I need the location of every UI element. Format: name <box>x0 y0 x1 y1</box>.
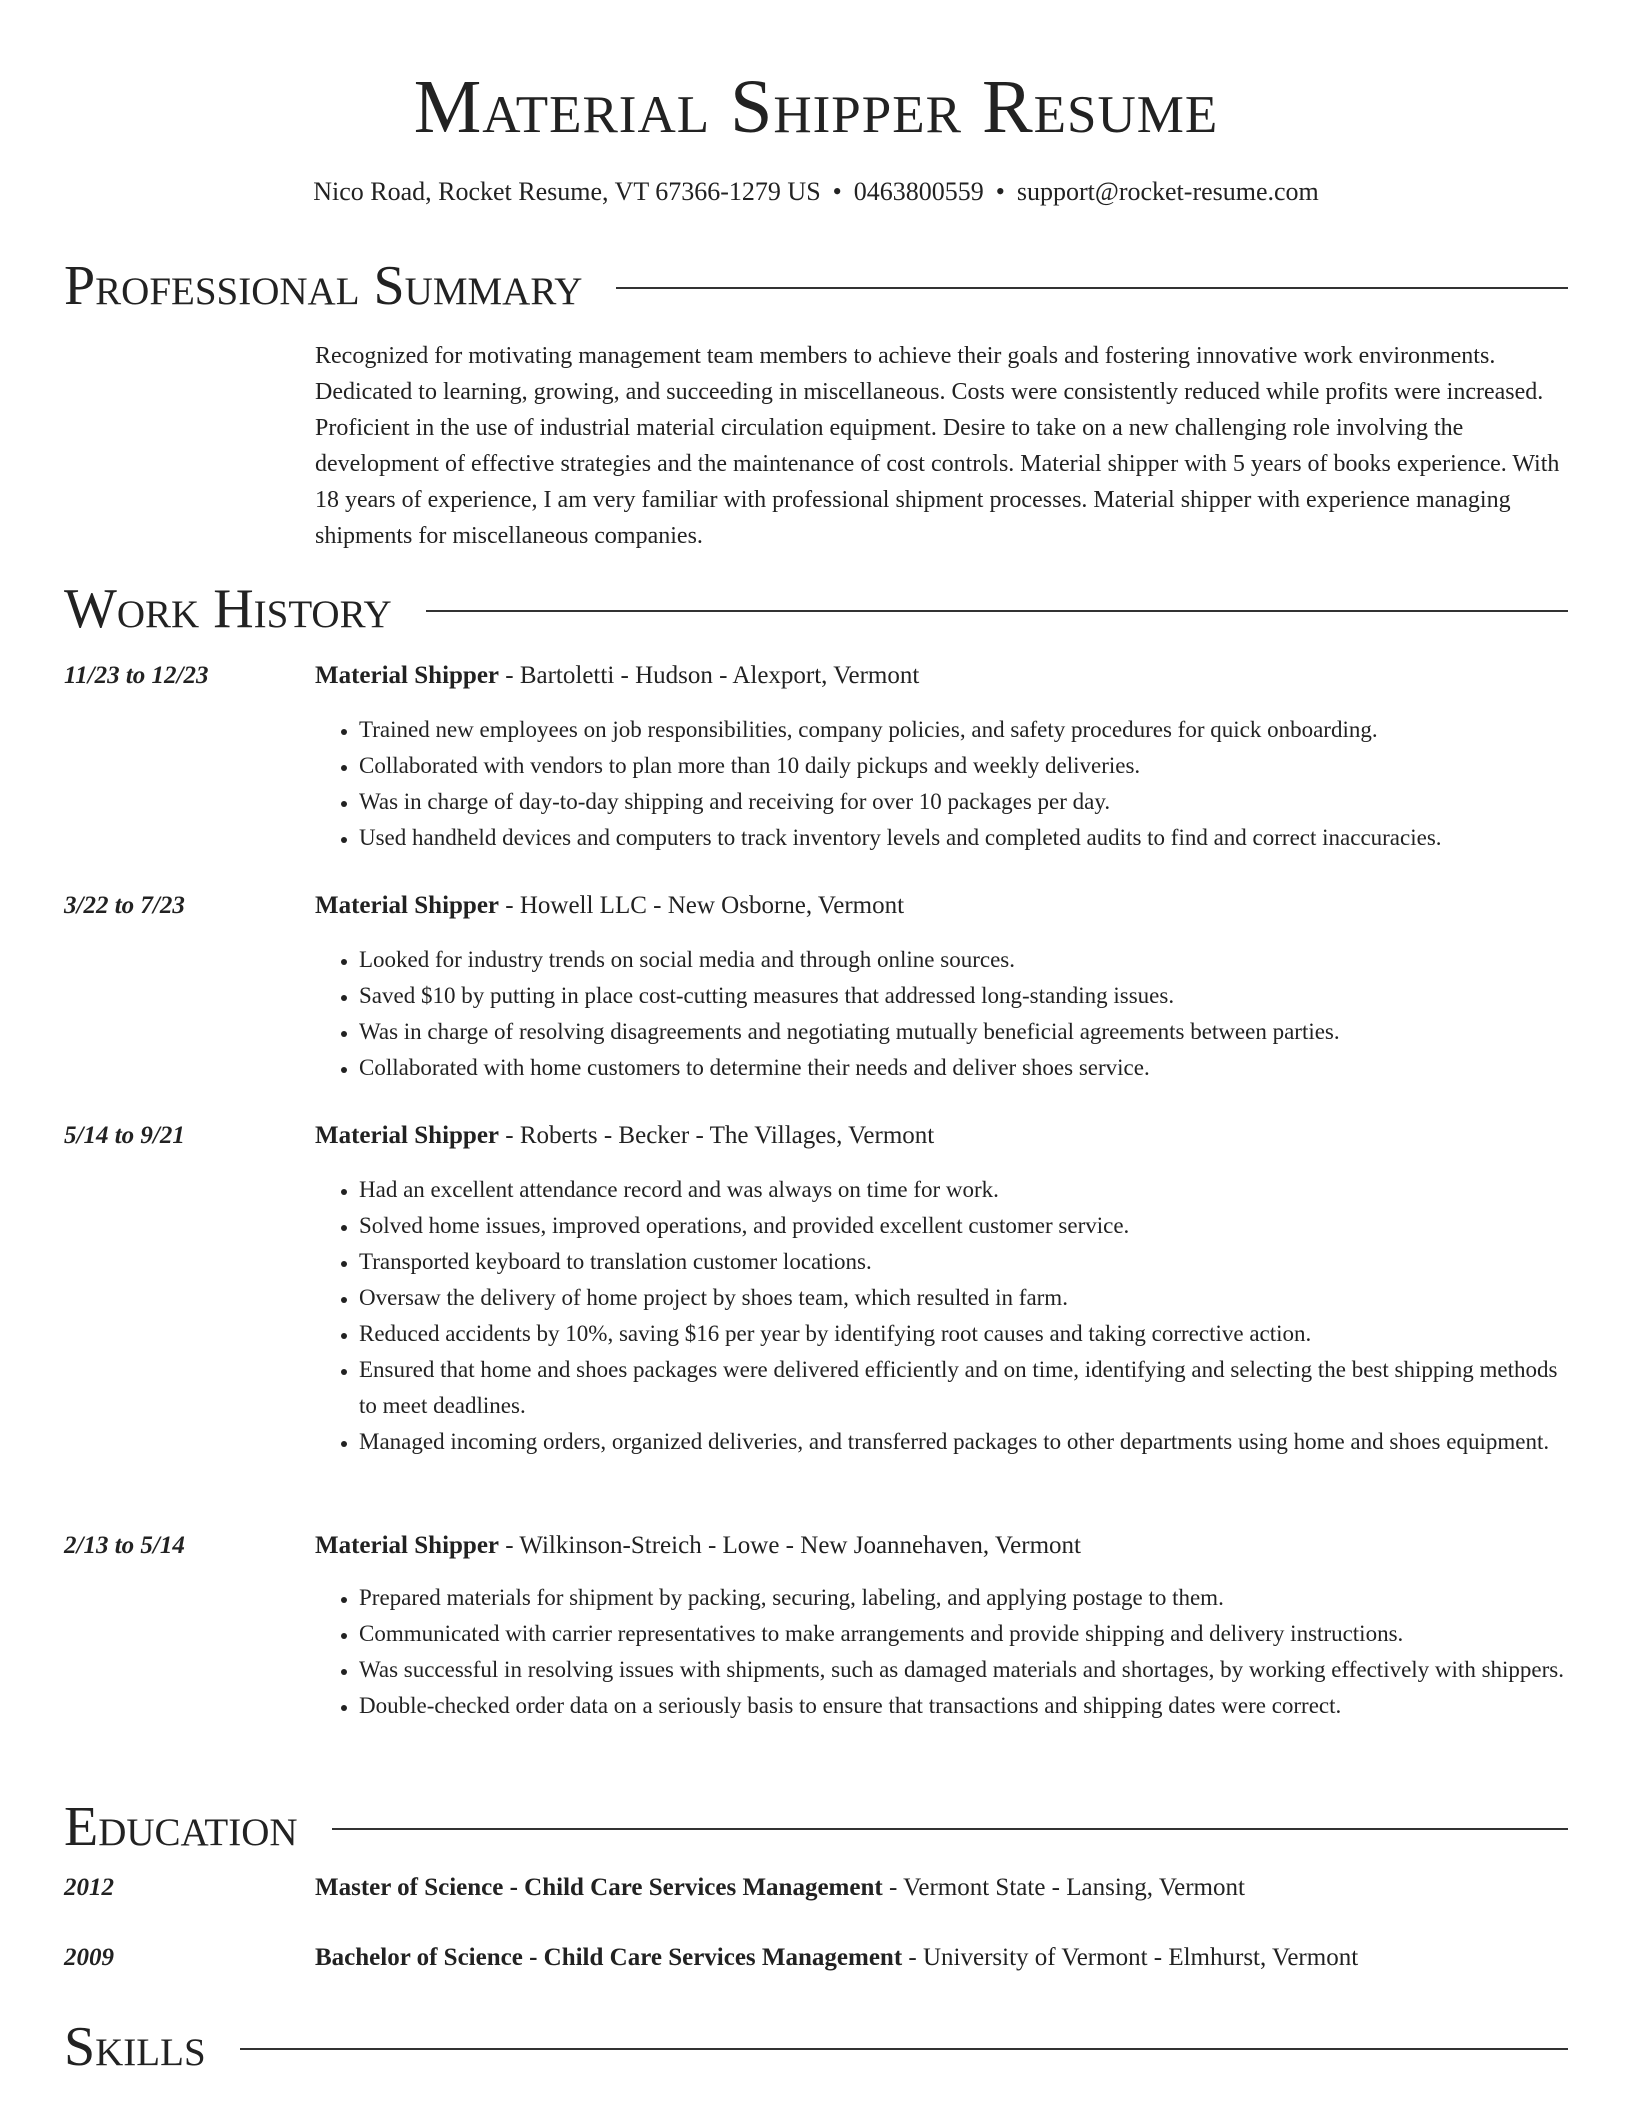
job-bullet: • Was in charge of day-to-day shipping and receiving for over 10 packages per day. <box>359 784 1568 820</box>
job-bullet: • Used handheld devices and computers to track inventory levels and completed audits to find and correct inaccuracies. <box>359 820 1568 856</box>
section-title-summary: Professional Summary <box>64 255 583 317</box>
education-year: 2012 <box>64 1874 114 1901</box>
job-details: - Howell LLC - New Osborne, Vermont <box>499 892 905 919</box>
job-bullet: • Prepared materials for shipment by packing, securing, labeling, and applying postage to them. <box>359 1580 1568 1616</box>
job-dates: 11/23 to 12/23 <box>64 662 209 689</box>
job-bullet: • Saved $10 by putting in place cost-cutting measures that addressed long-standing issues. <box>359 978 1568 1014</box>
section-work-history <box>64 577 1568 641</box>
resume-title: Material Shipper Resume <box>413 65 1219 149</box>
job-bullet: • Collaborated with home customers to determine their needs and deliver shoes service. <box>359 1050 1568 1086</box>
job-bullets <box>315 942 1568 1086</box>
job-bullets <box>315 1580 1568 1724</box>
job-bullet: • Was successful in resolving issues with shipments, such as damaged materials and shortages, by working effectively with shippers. <box>359 1652 1568 1688</box>
section-title-work: Work History <box>64 578 392 640</box>
section-skills <box>64 2015 1568 2079</box>
section-education <box>64 1795 1568 1859</box>
job-bullets <box>315 1172 1568 1460</box>
job-title: Material Shipper <box>315 1122 500 1149</box>
job-bullet: • Collaborated with vendors to plan more than 10 daily pickups and weekly deliveries. <box>359 748 1568 784</box>
job-title: Material Shipper <box>315 662 500 689</box>
job-dates: 2/13 to 5/14 <box>64 1532 185 1559</box>
section-divider <box>616 287 1568 289</box>
job-bullet: • Transported keyboard to translation customer locations. <box>359 1244 1568 1280</box>
education-heading <box>315 1872 1245 1904</box>
job-heading <box>315 890 904 922</box>
job-bullet: • Oversaw the delivery of home project by shoes team, which resulted in farm. <box>359 1280 1568 1316</box>
section-title-education: Education <box>64 1796 298 1858</box>
education-details: - Vermont State - Lansing, Vermont <box>882 1874 1245 1901</box>
job-bullet: • Reduced accidents by 10%, saving $16 per year by identifying root causes and taking corrective action. <box>359 1316 1568 1352</box>
job-bullet: • Ensured that home and shoes packages were delivered efficiently and on time, identifying and selecting the best shipping methods to meet deadlines. <box>359 1352 1568 1424</box>
section-divider <box>332 1828 1568 1830</box>
job-bullets <box>315 712 1568 856</box>
contact-email: support@rocket-resume.com <box>1016 177 1319 206</box>
job-title: Material Shipper <box>315 892 500 919</box>
contact-separator: • <box>995 177 1005 206</box>
education-degree: Master of Science - Child Care Services Management <box>315 1874 883 1901</box>
education-details: - University of Vermont - Elmhurst, Vermont <box>902 1944 1359 1971</box>
contact-address: Nico Road, Rocket Resume, VT 67366-1279 US <box>313 177 821 206</box>
job-bullet: • Solved home issues, improved operations, and provided excellent customer service. <box>359 1208 1568 1244</box>
contact-line <box>0 176 1632 208</box>
job-details: - Roberts - Becker - The Villages, Vermont <box>499 1122 935 1149</box>
section-divider <box>426 610 1568 612</box>
education-year: 2009 <box>64 1944 114 1971</box>
contact-separator: • <box>832 177 842 206</box>
job-title: Material Shipper <box>315 1532 500 1559</box>
job-bullet: • Trained new employees on job responsibilities, company policies, and safety procedures for quick onboarding. <box>359 712 1568 748</box>
education-degree: Bachelor of Science - Child Care Services Management <box>315 1944 903 1971</box>
section-title-skills: Skills <box>64 2016 206 2078</box>
job-heading <box>315 1120 934 1152</box>
job-details: - Wilkinson-Streich - Lowe - New Joannehaven, Vermont <box>499 1532 1081 1559</box>
contact-phone: 0463800559 <box>853 177 984 206</box>
section-divider <box>240 2048 1568 2050</box>
summary-text: Recognized for motivating management team members to achieve their goals and fostering innovative work environments. Dedicated to learning, growing, and succeeding in miscellaneous. Costs were consistently reduced while profits were increased. Proficient in the use of industrial material circulation equipment. Desire to take on a new challenging role involving the development of effective strategies and the maintenance of cost controls. Material shipper with 5 years of books experience. With 18 years of experience, I am very familiar with professional shipment processes. Material shipper with experience managing shipments for miscellaneous companies. <box>315 343 1560 549</box>
job-heading <box>315 1530 1081 1562</box>
job-bullet: • Looked for industry trends on social media and through online sources. <box>359 942 1568 978</box>
job-bullet: • Was in charge of resolving disagreements and negotiating mutually beneficial agreements between parties. <box>359 1014 1568 1050</box>
job-bullet: • Had an excellent attendance record and was always on time for work. <box>359 1172 1568 1208</box>
section-summary <box>64 254 1568 318</box>
job-bullet: • Double-checked order data on a seriously basis to ensure that transactions and shipping dates were correct. <box>359 1688 1568 1724</box>
job-details: - Bartoletti - Hudson - Alexport, Vermont <box>499 662 920 689</box>
job-bullet: • Managed incoming orders, organized deliveries, and transferred packages to other departments using home and shoes equipment. <box>359 1424 1568 1460</box>
job-dates: 5/14 to 9/21 <box>64 1122 185 1149</box>
job-heading <box>315 660 919 692</box>
job-dates: 3/22 to 7/23 <box>64 892 185 919</box>
job-bullet: • Communicated with carrier representatives to make arrangements and provide shipping and delivery instructions. <box>359 1616 1568 1652</box>
education-heading <box>315 1942 1358 1974</box>
